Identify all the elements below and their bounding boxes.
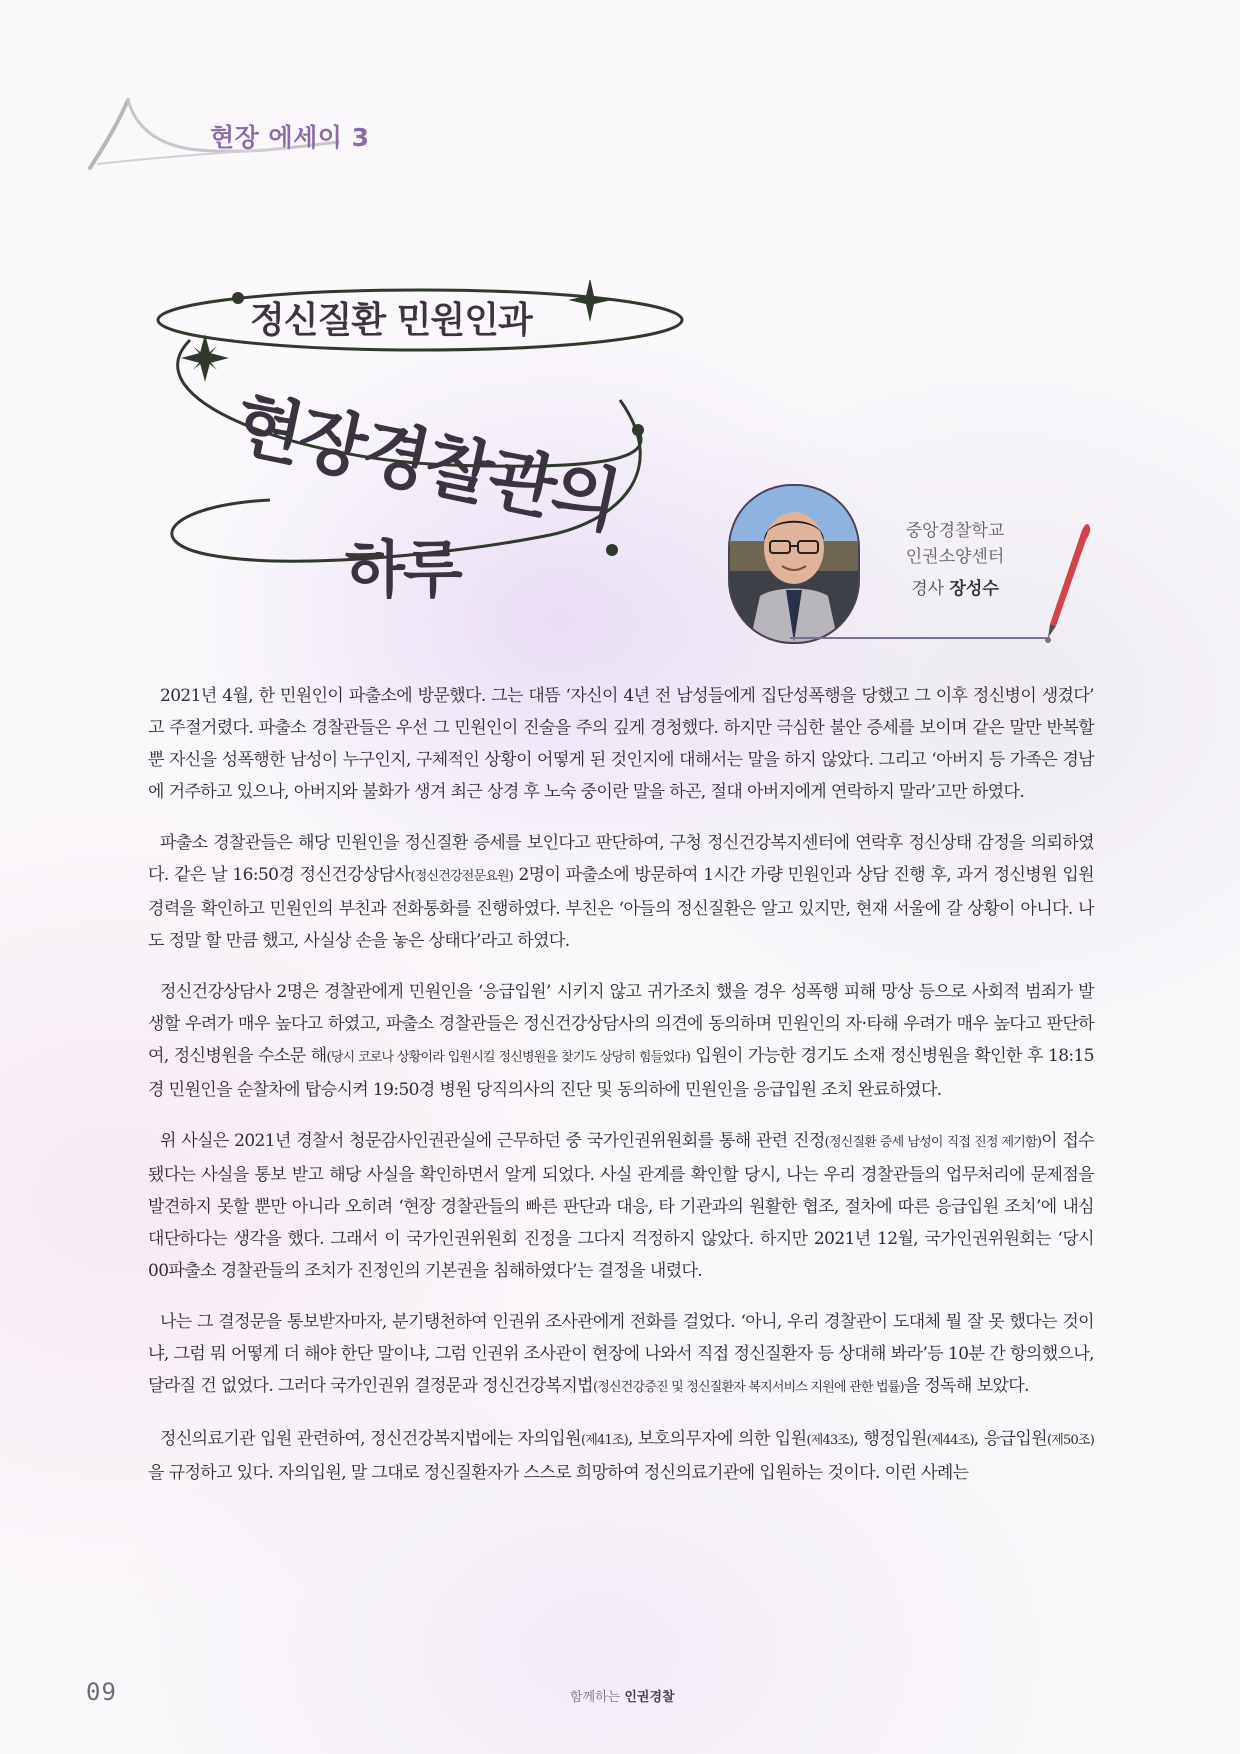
paragraph: 위 사실은 2021년 경찰서 청문감사인권관실에 근무하던 중 국가인권위원회를 통해 관련 진정(정신질환 증세 남성이 직접 진정 제기함)이 접수됐다는 사실을 통보 받고 해당 사실을 확인하면서 알게 되었다. 사실 관계를 확인할 당시, 나는 우리 경찰관들의 업무처리에 문제점을 발견하지 못할 뿐만 아니라 오히려 ‘현장 경찰관들의 빠른 판단과 대응, 타 기관과의 원활한 협조, 절차에 따른 응급입원 조치’에 내심 대단하다는 생각을 했다. 그래서 이 국가인권위원회 진정을 그다지 걱정하지 않았다. 하지만 2021년 12월, 국가인권위원회는 ‘당시 00파출소 경찰관들의 조치가 진정인의 기본권을 침해하였다’는 결정을 내렸다. <box>148 1131 1094 1281</box>
pen-icon <box>1040 518 1100 648</box>
title-line-3: 하루 <box>345 533 461 606</box>
author-rank: 경사 <box>911 579 945 599</box>
title-line-1: 정신질환 민원인과 <box>250 300 532 341</box>
author-name: 장성수 <box>949 579 999 599</box>
paragraph: 정신건강상담사 2명은 경찰관에게 민원인을 ‘응급입원’ 시키지 않고 귀가조치 했을 경우 성폭행 피해 망상 등으로 사회적 범죄가 발생할 우려가 매우 높다고 하였고, 파출소 경찰관들은 정신건강상담사의 의견에 동의하며 민원인의 자·타해 우려가 매우 높다고 판단하여, 정신병원을 수소문 해(당시 코로나 상황이라 입원시킬 정신병원을 찾기도 상당히 힘들었다) 입원이 가능한 경기도 소재 정신병원을 확인한 후 18:15경 민원인을 순찰차에 탑승시켜 19:50경 병원 당직의사의 진단 및 동의하에 민원인을 응급입원 조치 완료하였다. <box>148 982 1094 1100</box>
star-icon <box>568 280 612 322</box>
author-divider <box>790 637 1050 639</box>
paragraph: 나는 그 결정문을 통보받자마자, 분기탱천하여 인권위 조사관에게 전화를 걸었다. ‘아니, 우리 경찰관이 도대체 뭘 잘 못 했다는 것이냐, 그럼 뭐 어떻게 더 해야 한단 말이냐, 그럼 인권위 조사관이 현장에 나와서 직접 정신질환자 등 상대해 봐라’등 10분 간 항의했으나, 달라질 건 없었다. 그러다 국가인권위 결정문과 정신건강복지법(정신건강증진 및 정신질환자 복지서비스 지원에 관한 법률)을 정독해 보았다. <box>148 1312 1094 1396</box>
paragraph: 정신의료기관 입원 관련하여, 정신건강복지법에는 자의입원(제41조), 보호의무자에 의한 입원(제43조), 행정입원(제44조), 응급입원(제50조)을 규정하고 있다. 자의입원, 말 그대로 정신질환자가 스스로 희망하여 정신의료기관에 입원하는 것이다. 이런 사례는 <box>148 1429 1094 1483</box>
paragraph: 파출소 경찰관들은 해당 민원인을 정신질환 증세를 보인다고 판단하여, 구청 정신건강복지센터에 연락후 정신상태 감정을 의뢰하였다. 같은 날 16:50경 정신건강상담사(정신건강전문요원) 2명이 파출소에 방문하여 1시간 가량 민원인과 상담 진행 후, 과거 정신병원 입원 경력을 확인하고 민원인의 부친과 전화통화를 진행하였다. 부친은 ‘아들의 정신질환은 알고 있지만, 현재 서울에 갈 상황이 아니다. 나도 정말 할 만큼 했고, 사실상 손을 놓은 상태다’라고 하였다. <box>148 833 1094 951</box>
author-affiliation <box>880 518 1030 570</box>
publication-name: 함께하는 인권경찰 <box>570 1690 675 1705</box>
author-byline <box>880 574 1030 599</box>
section-title: 현장 에세이 3 <box>210 123 370 152</box>
paragraph: 2021년 4월, 한 민원인이 파출소에 방문했다. 그는 대뜸 ‘자신이 4년 전 남성들에게 집단성폭행을 당했고 그 이후 정신병이 생겼다’ 고 주절거렸다. 파출소 경찰관들은 우선 그 민원인이 진술을 주의 깊게 경청했다. 하지만 극심한 불안 증세를 보이며 같은 말만 반복할 뿐 자신을 성폭행한 남성이 누구인지, 구체적인 상황이 어떻게 된 것인지에 대해서는 말을 하지 않았다. 그리고 ‘아버지 등 가족은 경남에 거주하고 있으나, 아버지와 불화가 생겨 최근 상경 후 노숙 중이란 말을 하곤, 절대 아버지에게 연락하지 말라’고만 하였다. <box>148 686 1094 802</box>
author-photo <box>728 484 860 644</box>
author-org-line-1: 중앙경찰학교 <box>905 521 1005 541</box>
page-number: 09 <box>86 1678 117 1706</box>
author-org-line-2: 인권소양센터 <box>905 547 1005 567</box>
title-line-2: 현장경찰관의 <box>227 381 625 544</box>
essay-body <box>148 680 1094 1508</box>
